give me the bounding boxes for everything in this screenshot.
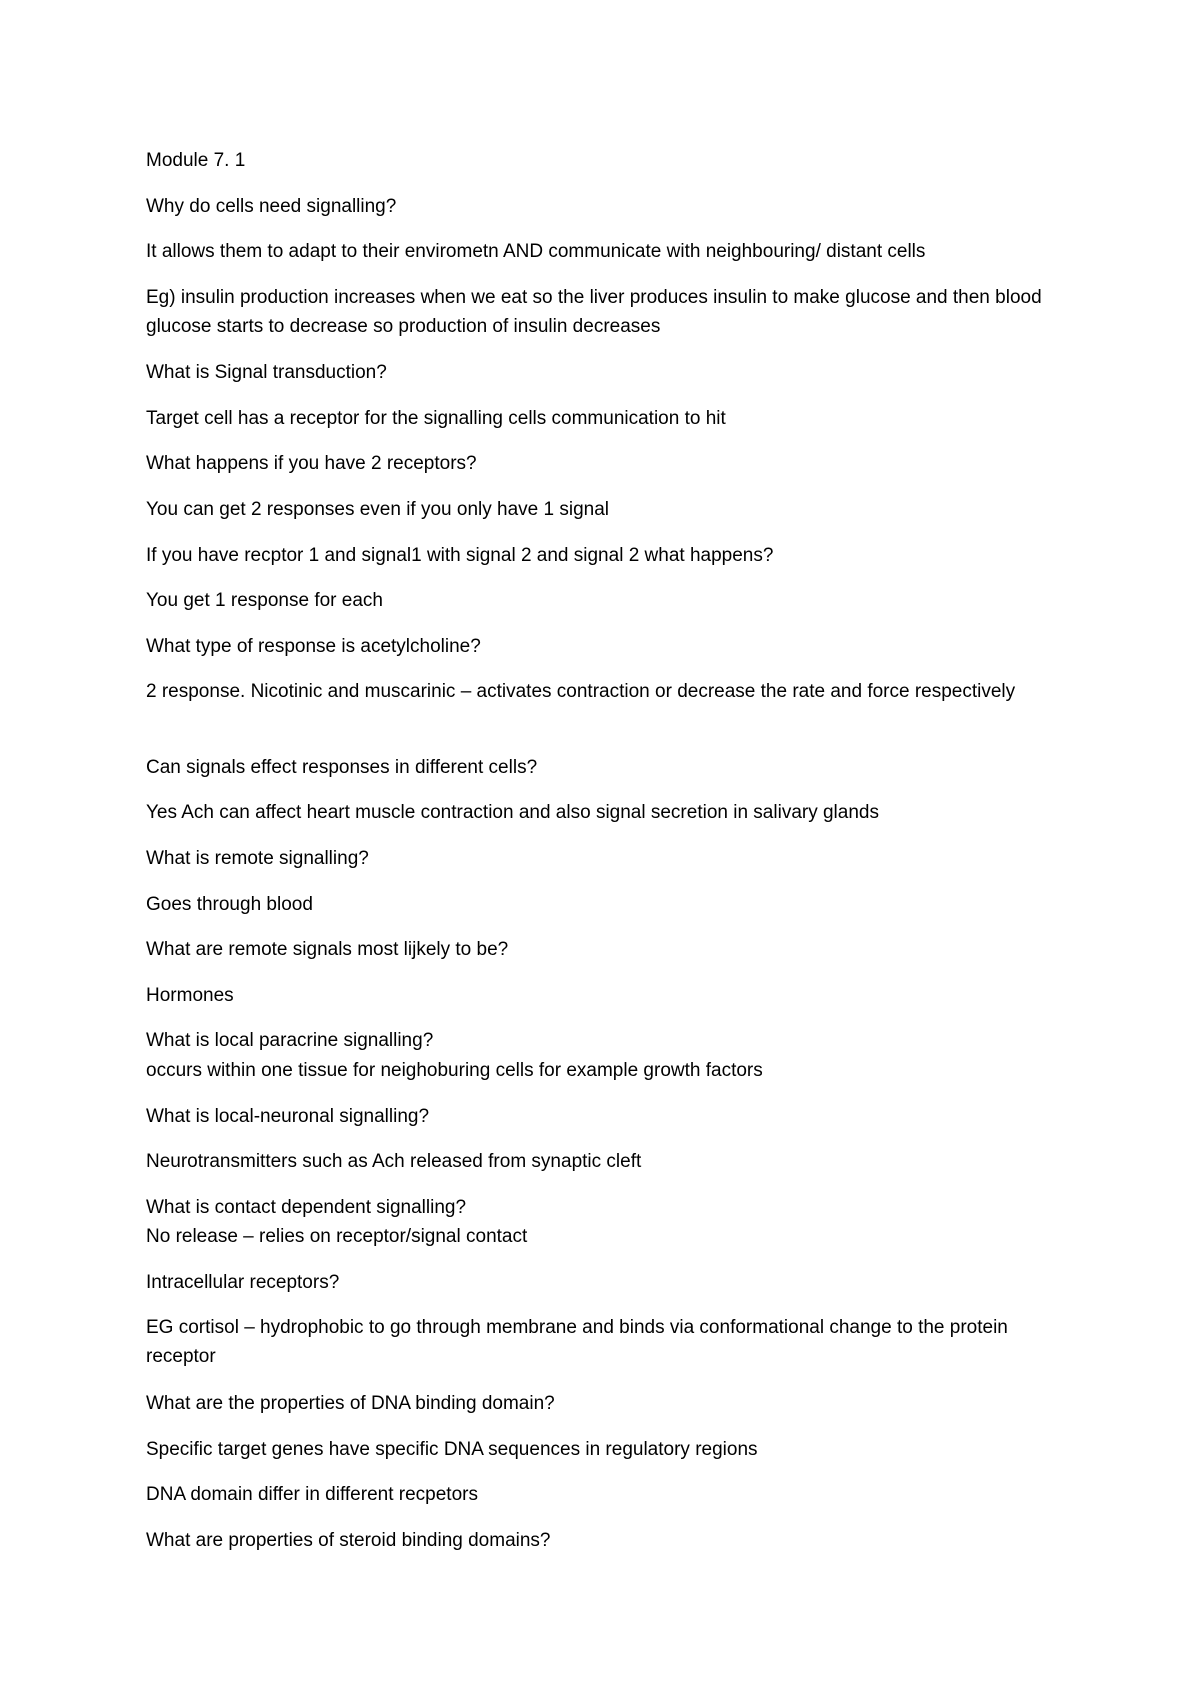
question-text: Intracellular receptors? <box>146 1272 340 1293</box>
question-text: Why do cells need signalling? <box>146 196 397 217</box>
question-text: What is Signal transduction? <box>146 362 387 383</box>
answer-text: You get 1 response for each <box>146 590 383 611</box>
answer-text: Eg) insulin production increases when we eat so the liver produces insulin to make glucose and then blood glucose starts to decrease so production of insulin decreases <box>146 287 1042 337</box>
question-text: What type of response is acetylcholine? <box>146 636 481 657</box>
answer-text: occurs within one tissue for neighoburing cells for example growth factors <box>146 1060 763 1081</box>
answer-text: 2 response. Nicotinic and muscarinic – activates contraction or decrease the rate and force respectively <box>146 681 1016 702</box>
question-text: What is local paracrine signalling? <box>146 1030 434 1051</box>
answer-text: Goes through blood <box>146 894 313 915</box>
answer-text: Specific target genes have specific DNA sequences in regulatory regions <box>146 1439 758 1460</box>
question-text: Can signals effect responses in different cells? <box>146 757 538 778</box>
answer-text: It allows them to adapt to their envirometn AND communicate with neighbouring/ distant cells <box>146 241 926 262</box>
question-text: What is local-neuronal signalling? <box>146 1106 430 1127</box>
answer-text: Target cell has a receptor for the signalling cells communication to hit <box>146 408 726 429</box>
answer-text: EG cortisol – hydrophobic to go through membrane and binds via conformational change to the protein receptor <box>146 1317 1008 1367</box>
answer-text: Neurotransmitters such as Ach released from synaptic cleft <box>146 1151 642 1172</box>
question-text: What are the properties of DNA binding domain? <box>146 1393 555 1414</box>
question-text: What is contact dependent signalling? <box>146 1197 467 1218</box>
answer-text: Yes Ach can affect heart muscle contraction and also signal secretion in salivary glands <box>146 802 879 823</box>
question-text: What is remote signalling? <box>146 848 369 869</box>
answer-text: Hormones <box>146 985 234 1006</box>
question-text: What are remote signals most lijkely to be? <box>146 939 509 960</box>
module-heading: Module 7. 1 <box>146 150 246 171</box>
answer-text: DNA domain differ in different recpetors <box>146 1484 478 1505</box>
answer-text: No release – relies on receptor/signal contact <box>146 1226 528 1247</box>
question-text: If you have recptor 1 and signal1 with signal 2 and signal 2 what happens? <box>146 545 774 566</box>
answer-text: You can get 2 responses even if you only have 1 signal <box>146 499 610 520</box>
question-text: What happens if you have 2 receptors? <box>146 453 477 474</box>
question-text: What are properties of steroid binding domains? <box>146 1530 551 1551</box>
